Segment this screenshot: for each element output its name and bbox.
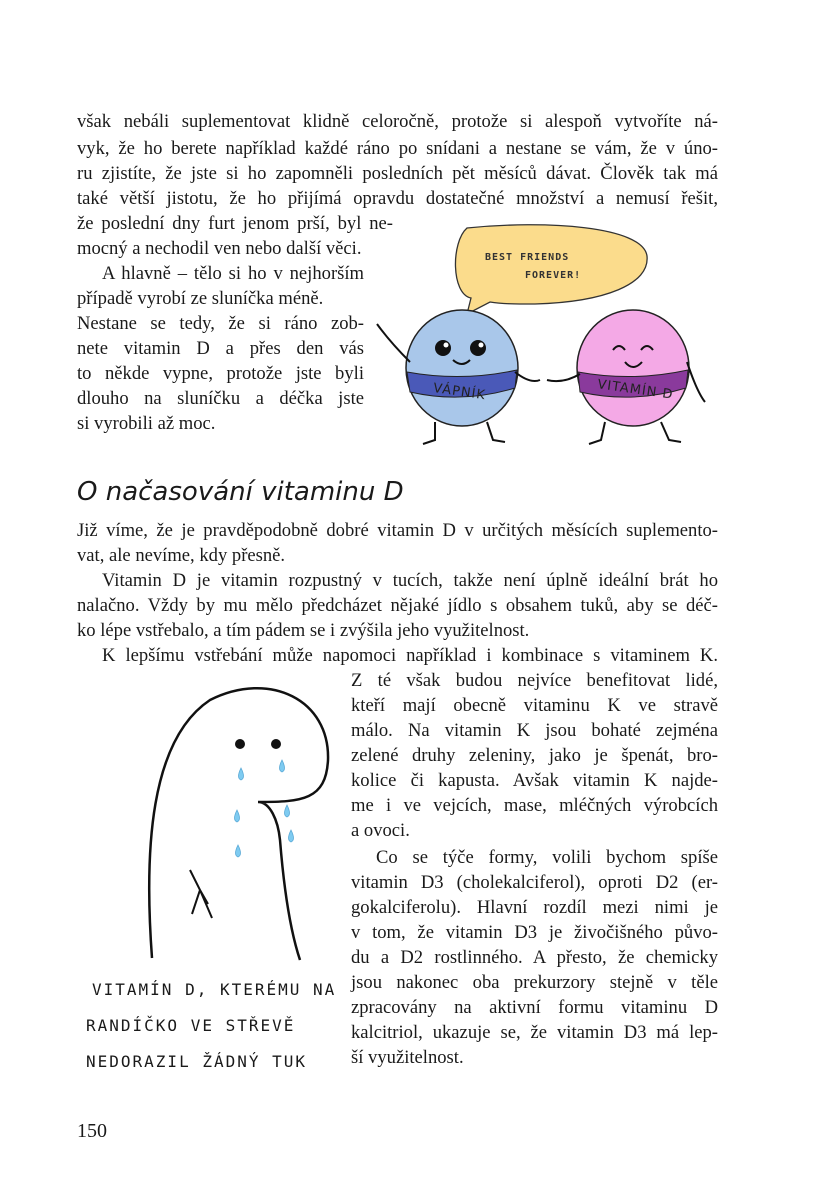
text-line: v tom, že vitamin D3 je živočišného půvo- — [351, 922, 718, 943]
text-line: zelené druhy zeleniny, jako je špenát, bro- — [351, 745, 718, 766]
text-line: mocný a nechodil ven nebo další věci. — [77, 238, 362, 259]
vitamin-d-pill — [547, 310, 705, 444]
text-line: me i ve vejcích, mase, mléčných výrobcích — [351, 795, 718, 816]
page-number: 150 — [77, 1120, 107, 1142]
caption-line: RANDÍČKO VE STŘEVĚ — [86, 1016, 296, 1035]
text-line: K lepšímu vstřebání může napomoci například i kombinace s vitaminem K. — [102, 645, 718, 666]
text-line: to někde vypne, protože jste byli — [77, 363, 364, 384]
text-line: zpracovány na aktivní formu vitaminu D — [351, 997, 718, 1018]
text-line: nalačno. Vždy by mu mělo předcházet nějaké jídlo s obsahem tuků, aby se déč- — [77, 595, 718, 616]
caption-line: NEDORAZIL ŽÁDNÝ TUK — [86, 1052, 308, 1071]
caption-line: VITAMÍN D, KTERÉMU NA — [92, 980, 337, 999]
text-line: vat, ale nevíme, kdy přesně. — [77, 545, 286, 566]
text-line: Co se týče formy, volili bychom spíše — [376, 847, 718, 868]
text-line: Vitamin D je vitamin rozpustný v tucích, takže není úplně ideální brát ho — [102, 570, 718, 591]
text-line: si vyrobili až moc. — [77, 413, 216, 434]
text-line: kteří mají obecně vitaminu K ve stravě — [351, 695, 718, 716]
text-line: dlouho na sluníčku a déčka jste — [77, 388, 364, 409]
text-line: případě vyrobí ze sluníčka méně. — [77, 288, 324, 309]
text-line: nete vitamin D a přes den vás — [77, 338, 364, 359]
tear-drops — [235, 760, 294, 857]
bubble-text-line1: BEST FRIENDS — [485, 252, 570, 263]
text-line: a ovoci. — [351, 820, 410, 841]
text-line: kalcitriol, ukazuje se, že vitamin D3 má lep- — [351, 1022, 718, 1043]
text-line: však nebáli suplementovat klidně celoročně, protože si alespoň vytvoříte ná- — [77, 111, 718, 132]
text-line: jsou nakonec oba prekurzory stejně v těle — [351, 972, 718, 993]
text-line: Z té však budou nejvíce benefitovat lidé, — [351, 670, 718, 691]
text-line: Již víme, že je pravděpodobně dobré vitamin D v určitých měsících suplemento- — [77, 520, 718, 541]
calcium-pill — [377, 310, 540, 444]
text-line: že poslední dny furt jenom prší, byl ne- — [77, 213, 393, 234]
best-friends-illustration — [375, 222, 715, 452]
text-line: vyk, že ho berete například každé ráno po snídani a nestane se vám, že v úno- — [77, 138, 718, 159]
text-line: du a D2 rostlinného. A přesto, že chemicky — [351, 947, 718, 968]
section-heading: O načasování vitaminu D — [77, 477, 404, 507]
vitamin-d-label: VITAMÍN D — [596, 377, 675, 403]
text-line: vitamin D3 (cholekalciferol), oproti D2 (er- — [351, 872, 718, 893]
text-line: gokalciferolu). Hlavní rozdíl mezi nimi je — [351, 897, 718, 918]
bubble-text-line2: FOREVER! — [525, 270, 582, 281]
text-line: ší využitelnost. — [351, 1047, 464, 1068]
calcium-label: VÁPNÍK — [432, 381, 487, 404]
text-line: málo. Na vitamin K jsou bohaté zejména — [351, 720, 718, 741]
text-line: také větší jistotu, že ho přijímá opravdu dostatečné množství a nemusí řešit, — [77, 188, 718, 209]
crying-vitamin-illustration — [130, 680, 350, 970]
text-line: A hlavně – tělo si ho v nejhorším — [102, 263, 364, 284]
text-line: kolice či kapusta. Avšak vitamin K najde- — [351, 770, 718, 791]
text-line: Nestane se tedy, že si ráno zob- — [77, 313, 364, 334]
text-line: ru zjistíte, že jste si ho zapomněli posledních pět měsíců dávat. Člověk tak má — [77, 163, 718, 184]
text-line: ko lépe vstřebalo, a tím pádem se i zvýšila jeho využitelnost. — [77, 620, 530, 641]
